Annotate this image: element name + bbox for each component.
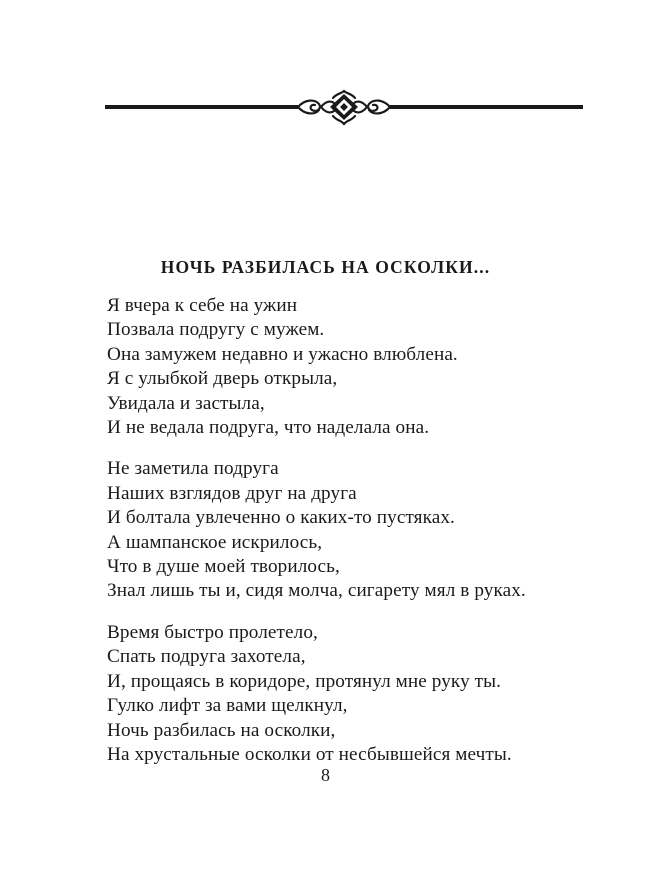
poem-line: Позвала подругу с мужем. xyxy=(107,319,325,341)
poem-line: Спать подруга захотела, xyxy=(107,646,306,668)
poem-line: И болтала увлеченно о каких-то пустяках. xyxy=(107,507,455,529)
poem-line: И, прощаясь в коридоре, протянул мне руку ты. xyxy=(107,670,502,692)
poem-line: Не заметила подруга xyxy=(107,458,279,480)
divider-rule-left xyxy=(105,105,298,109)
ornamental-divider xyxy=(105,88,583,128)
poem-line: Я вчера к себе на ужин xyxy=(107,295,298,316)
poem-line: И не ведала подруга, что наделала она. xyxy=(107,417,430,439)
poem-line: Знал лишь ты и, сидя молча, сигарету мял в руках. xyxy=(107,580,526,602)
flourish-divider-icon xyxy=(105,88,583,128)
poem-line: Я с улыбкой дверь открыла, xyxy=(107,368,338,390)
divider-rule-right xyxy=(390,105,583,109)
stanza-1 xyxy=(107,294,627,440)
poem-line: Что в душе моей творилось, xyxy=(107,556,340,578)
poem-line: Увидала и застыла, xyxy=(107,392,265,414)
page-number: 8 xyxy=(321,765,330,785)
poem-body xyxy=(107,294,627,784)
poem-line: Ночь разбилась на осколки, xyxy=(107,719,336,741)
poem-line: Гулко лифт за вами щелкнул, xyxy=(107,695,348,717)
poem-line: Наших взглядов друг на друга xyxy=(107,482,357,504)
stanza-3 xyxy=(107,621,627,767)
poem-line: А шампанское искрилось, xyxy=(107,531,323,553)
poem-title: НОЧЬ РАЗБИЛАСЬ НА ОСКОЛКИ... xyxy=(160,257,491,277)
poem-line: Она замужем недавно и ужасно влюблена. xyxy=(107,343,458,365)
poem-line: Время быстро пролетело, xyxy=(107,621,318,643)
stanza-2 xyxy=(107,457,627,603)
poem-line: На хрустальные осколки от несбывшейся мечты. xyxy=(107,743,512,765)
